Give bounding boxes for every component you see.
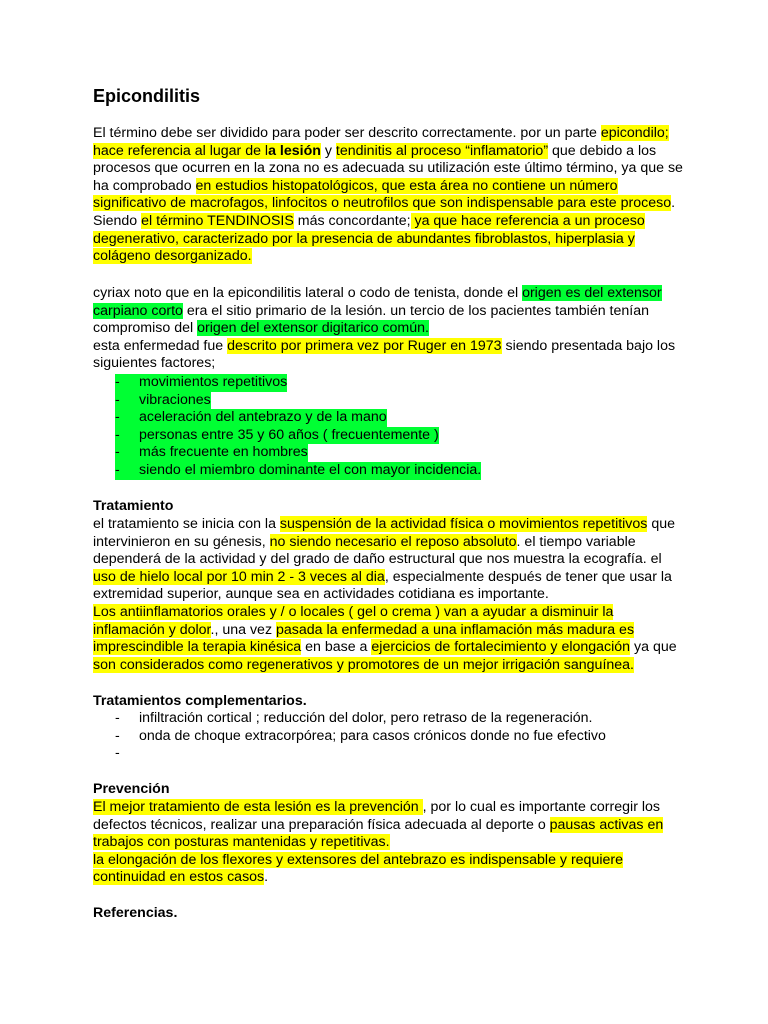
highlighted-text: ya que hace referencia a un proceso degenerativo, caracterizado por la presencia de abundantes fibroblastos, hiperplasia y colágeno desorganizado. (93, 212, 645, 265)
text-run: esta enfermedad fue (93, 337, 228, 354)
text-run: , por lo cual es importante corregir los defectos técnicos, realizar una preparación física adecuada al deporte o (93, 799, 660, 833)
factor-text: personas entre 35 y 60 años ( frecuentemente ) (139, 426, 439, 443)
factor-text: aceleración del antebrazo y de la mano (139, 409, 387, 426)
factor-text: más frecuente en hombres (139, 444, 308, 461)
text-run: y (320, 142, 336, 159)
highlighted-text: suspensión de la actividad física o movimientos repetitivos (279, 516, 648, 532)
green-highlighted-text: origen es del extensor carpiano corto (93, 285, 662, 319)
highlighted-text: El mejor tratamiento de esta lesión es la prevención (93, 799, 423, 815)
list-dash: - (115, 427, 139, 445)
highlighted-text: la elongación de los flexores y extensores del antebrazo es indispensable y requiere continuidad en estos casos (93, 851, 623, 886)
list-item-text: onda de choque extracorpórea; para casos crónicos donde no fue efectivo (139, 727, 606, 744)
highlighted-bold-text: a lesión (268, 142, 321, 159)
intro-paragraph (93, 125, 683, 266)
text-run: que debido a los procesos que ocurren en la zona no es adecuada su utilización este último término, ya que se ha comprobado (93, 142, 683, 194)
prevencion-paragraph (93, 799, 683, 887)
list-dash: - (115, 392, 139, 410)
highlighted-text: descrito por primera vez por Ruger en 1973 (227, 337, 502, 354)
factors-list (115, 374, 481, 480)
list-item-text: infiltración cortical ; reducción del dolor, pero retraso de la regeneración. (139, 710, 593, 726)
section-heading-referencias: Referencias. (93, 905, 178, 921)
highlighted-text: pasada la enfermedad a una inflamación más madura es imprescindible la terapia kinésica (93, 621, 635, 656)
list-item (115, 444, 481, 462)
highlighted-text: tendinitis al proceso “inflamatorio” (335, 142, 549, 159)
section-heading-complementarios: Tratamientos complementarios. (93, 693, 307, 709)
document-title: Epicondilitis (93, 86, 201, 106)
highlighted-text: pausas activas en trabajos con posturas mantenidas y repetitivas. (93, 816, 664, 851)
list-item (115, 427, 481, 445)
text-run: ya que (630, 639, 677, 656)
highlighted-text: en estudios histopatológicos, que esta área no contiene un número significativo de macrofagos, linfocitos o neutrofilos que son indispensable para este proceso (93, 177, 672, 212)
factor-text: siendo el miembro dominante el con mayor incidencia. (139, 461, 482, 478)
list-dash: - (115, 409, 139, 427)
list-item (115, 392, 481, 410)
text-run: ., una vez (210, 621, 276, 638)
list-item (115, 409, 481, 427)
highlighted-text: uso de hielo local por 10 min 2 - 3 veces al dia (93, 568, 385, 585)
section-heading-tratamiento: Tratamiento (93, 498, 174, 514)
list-dash: - (115, 462, 139, 480)
list-dash: - (115, 710, 120, 726)
text-run: siendo presentada bajo los siguientes factores; (93, 337, 676, 372)
list-dash: - (115, 745, 120, 762)
text-run: más concordante; (293, 212, 411, 229)
text-run: . Siendo (93, 195, 676, 229)
text-run: . (264, 869, 269, 886)
section-heading-prevencion: Prevención (93, 781, 170, 797)
highlighted-text: ejercicios de fortalecimiento y elongación (371, 639, 631, 656)
highlighted-text: epicondilo; hace referencia al lugar de l (93, 125, 669, 159)
list-item (115, 745, 606, 763)
text-run: era el sitio primario de la lesión. un tercio de los pacientes también tenían compromiso del (93, 302, 649, 337)
list-item (115, 462, 481, 480)
list-item (115, 728, 606, 746)
green-highlighted-text: origen del extensor digitarico común. (197, 320, 429, 337)
highlighted-text: no siendo necesario el reposo absoluto (269, 533, 517, 550)
list-dash: - (115, 374, 139, 392)
tratamiento-paragraph (93, 516, 683, 674)
highlighted-text: son considerados como regenerativos y promotores de un mejor irrigación sanguínea. (93, 656, 634, 673)
list-item (115, 374, 481, 392)
text-run: en base a (301, 639, 372, 656)
factor-text: vibraciones (139, 391, 211, 408)
cyriax-paragraph (93, 285, 683, 373)
text-run: . el tiempo variable dependerá de la actividad y del grado de daño estructural que nos muestra la ecografía. el (93, 533, 662, 568)
text-run: cyriax noto que en la epicondilitis lateral o codo de tenista, donde el (93, 285, 523, 301)
text-run: , especialmente después de tener que usar la extremidad superior, aunque sea en actividades cotidiana es importante. (93, 568, 672, 603)
text-run: que intervinieron en su génesis, (93, 516, 676, 550)
highlighted-text: el término TENDINOSIS (141, 212, 294, 229)
complementarios-list (115, 710, 606, 763)
text-run: El término debe ser dividido para poder ser descrito correctamente. por un parte (93, 125, 601, 141)
highlighted-text: Los antiinflamatorios orales y / o locales ( gel o crema ) van a ayudar a disminuir la inflamación y dolor (93, 603, 614, 638)
list-dash: - (115, 444, 139, 462)
list-item (115, 710, 606, 728)
factor-text: movimientos repetitivos (139, 374, 288, 390)
list-dash: - (115, 727, 120, 744)
text-run: el tratamiento se inicia con la (93, 516, 280, 532)
